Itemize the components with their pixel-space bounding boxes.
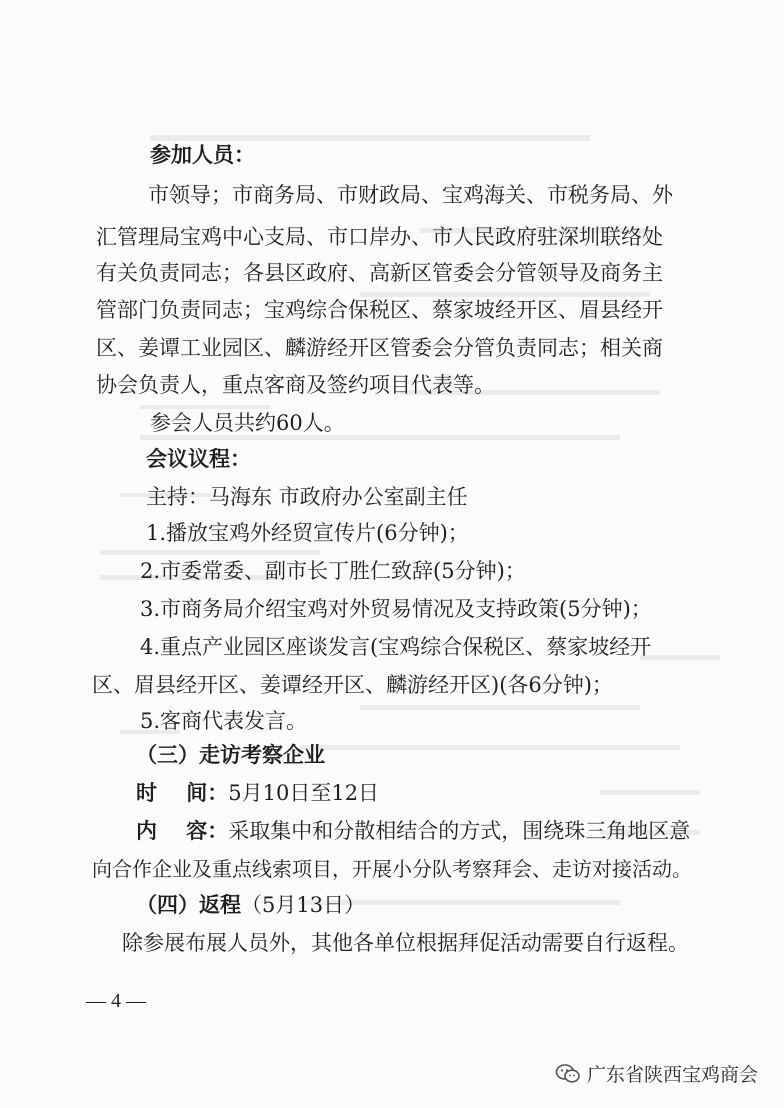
time-value: 5月10日至12日 xyxy=(228,781,380,805)
agenda-item-1: 1.播放宝鸡外经贸宣传片(6分钟)； xyxy=(146,521,469,545)
wechat-icon xyxy=(555,1063,581,1085)
participants-line-5: 区、姜谭工业园区、麟游经开区管委会分管负责同志；相关商 xyxy=(96,336,663,360)
section4-date: （5月13日） xyxy=(241,893,366,917)
participants-line-1: 市领导；市商务局、市财政局、宝鸡海关、市税务局、外 xyxy=(148,183,673,207)
participants-line-3: 有关负责同志；各县区政府、高新区管委会分管领导及商务主 xyxy=(96,261,663,285)
page-number: — 4 — xyxy=(86,990,146,1012)
participants-line-2: 汇管理局宝鸡中心支局、市口岸办、市人民政府驻深圳联络处 xyxy=(96,225,663,249)
visit-content-row xyxy=(136,816,690,846)
section4-heading: （四）返程 xyxy=(136,893,241,917)
content-line-2: 向合作企业及重点线索项目，开展小分队考察拜会、走访对接活动。 xyxy=(92,857,692,881)
agenda-item-2: 2.市委常委、副市长丁胜仁致辞(5分钟)； xyxy=(140,559,526,583)
section3-heading: （三）走访考察企业 xyxy=(136,743,325,767)
agenda-item-4-cont: 区、眉县经开区、姜谭经开区、麟游经开区)(各6分钟)； xyxy=(92,673,613,697)
agenda-item-4: 4.重点产业园区座谈发言(宝鸡综合保税区、蔡家坡经开 xyxy=(140,635,652,659)
agenda-item-5: 5.客商代表发言。 xyxy=(140,709,308,733)
agenda-item-3: 3.市商务局介绍宝鸡对外贸易情况及支持政策(5分钟)； xyxy=(140,597,652,621)
participants-heading: 参加人员： xyxy=(150,143,255,167)
agenda-heading: 会议议程： xyxy=(146,447,251,471)
content-label: 内 容： xyxy=(136,819,229,843)
attendee-count: 参会人员共约60人。 xyxy=(150,411,345,435)
participants-line-6: 协会负责人，重点客商及签约项目代表等。 xyxy=(96,373,495,397)
content-line-1: 采取集中和分散相结合的方式，围绕珠三角地区意 xyxy=(228,819,691,843)
visit-time-row xyxy=(136,778,379,808)
time-label: 时 间： xyxy=(136,781,229,805)
watermark-text: 广东省陕西宝鸡商会 xyxy=(587,1064,759,1086)
return-text: 除参展布展人员外，其他各单位根据拜促活动需要自行返程。 xyxy=(122,931,689,955)
participants-line-4: 管部门负责同志；宝鸡综合保税区、蔡家坡经开区、眉县经开 xyxy=(96,298,663,322)
section4-row xyxy=(136,890,365,920)
wechat-watermark xyxy=(555,1060,758,1087)
agenda-host: 主持：马海东 市政府办公室副主任 xyxy=(146,485,468,509)
